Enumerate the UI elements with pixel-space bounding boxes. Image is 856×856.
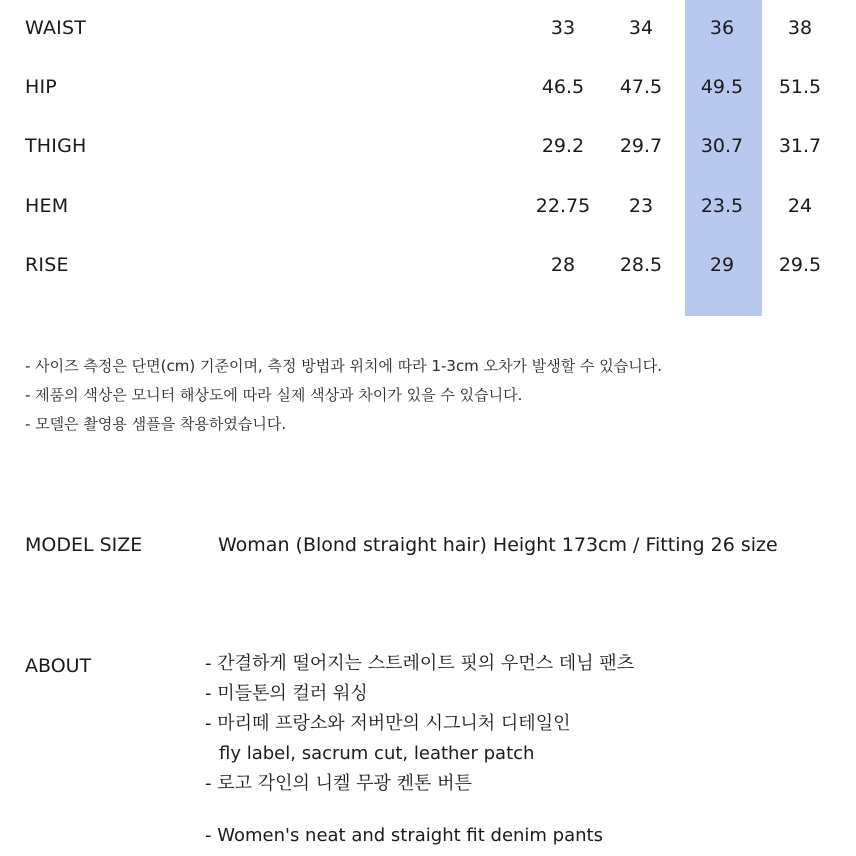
- table-cell: 51.5: [778, 76, 822, 98]
- table-row-hip: [0, 72, 856, 102]
- about-item: - Women's neat and straight fit denim pants: [205, 825, 603, 846]
- note-item: - 제품의 색상은 모니터 해상도에 따라 실제 색상과 차이가 있을 수 있습니다.: [25, 386, 523, 404]
- table-cell: 28: [550, 254, 576, 276]
- row-label: RISE: [25, 254, 69, 276]
- about-item: - 마리떼 프랑소와 저버만의 시그니처 디테일인: [205, 713, 571, 734]
- model-size-value: Woman (Blond straight hair) Height 173cm / Fitting 26 size: [218, 534, 778, 556]
- table-cell: 47.5: [619, 76, 663, 98]
- about-item: - 로고 각인의 니켈 무광 켄톤 버튼: [205, 773, 472, 794]
- row-label: HEM: [25, 195, 69, 217]
- table-cell: 23.5: [700, 195, 744, 217]
- table-row-hem: [0, 191, 856, 221]
- table-cell: 22.75: [535, 195, 591, 217]
- table-cell: 29.5: [778, 254, 822, 276]
- notes-list: [25, 352, 845, 439]
- table-cell: 36: [709, 17, 735, 39]
- table-cell: 24: [787, 195, 813, 217]
- about-list: [205, 649, 845, 851]
- about-item: fly label, sacrum cut, leather patch: [219, 743, 535, 764]
- table-cell: 46.5: [541, 76, 585, 98]
- row-label: THIGH: [25, 135, 87, 157]
- table-cell: 31.7: [778, 135, 822, 157]
- table-row-waist: [0, 13, 856, 43]
- table-cell: 23: [628, 195, 654, 217]
- table-cell: 28.5: [619, 254, 663, 276]
- table-cell: 49.5: [700, 76, 744, 98]
- note-item: - 모델은 촬영용 샘플을 착용하였습니다.: [25, 415, 287, 433]
- table-cell: 30.7: [700, 135, 744, 157]
- table-cell: 29.2: [541, 135, 585, 157]
- note-item: - 사이즈 측정은 단면(cm) 기준이며, 측정 방법과 위치에 따라 1-3cm 오차가 발생할 수 있습니다.: [25, 357, 663, 375]
- row-label: HIP: [25, 76, 57, 98]
- table-cell: 29: [709, 254, 735, 276]
- table-cell: 29.7: [619, 135, 663, 157]
- about-item: - 미들톤의 컬러 워싱: [205, 683, 368, 704]
- table-row-thigh: [0, 131, 856, 161]
- row-label: WAIST: [25, 17, 87, 39]
- table-row-rise: [0, 250, 856, 280]
- about-label: ABOUT: [25, 655, 92, 677]
- table-cell: 34: [628, 17, 654, 39]
- model-size-label: MODEL SIZE: [25, 534, 143, 556]
- about-item: - 간결하게 떨어지는 스트레이트 핏의 우먼스 데님 팬츠: [205, 653, 635, 674]
- table-cell: 38: [787, 17, 813, 39]
- table-cell: 33: [550, 17, 576, 39]
